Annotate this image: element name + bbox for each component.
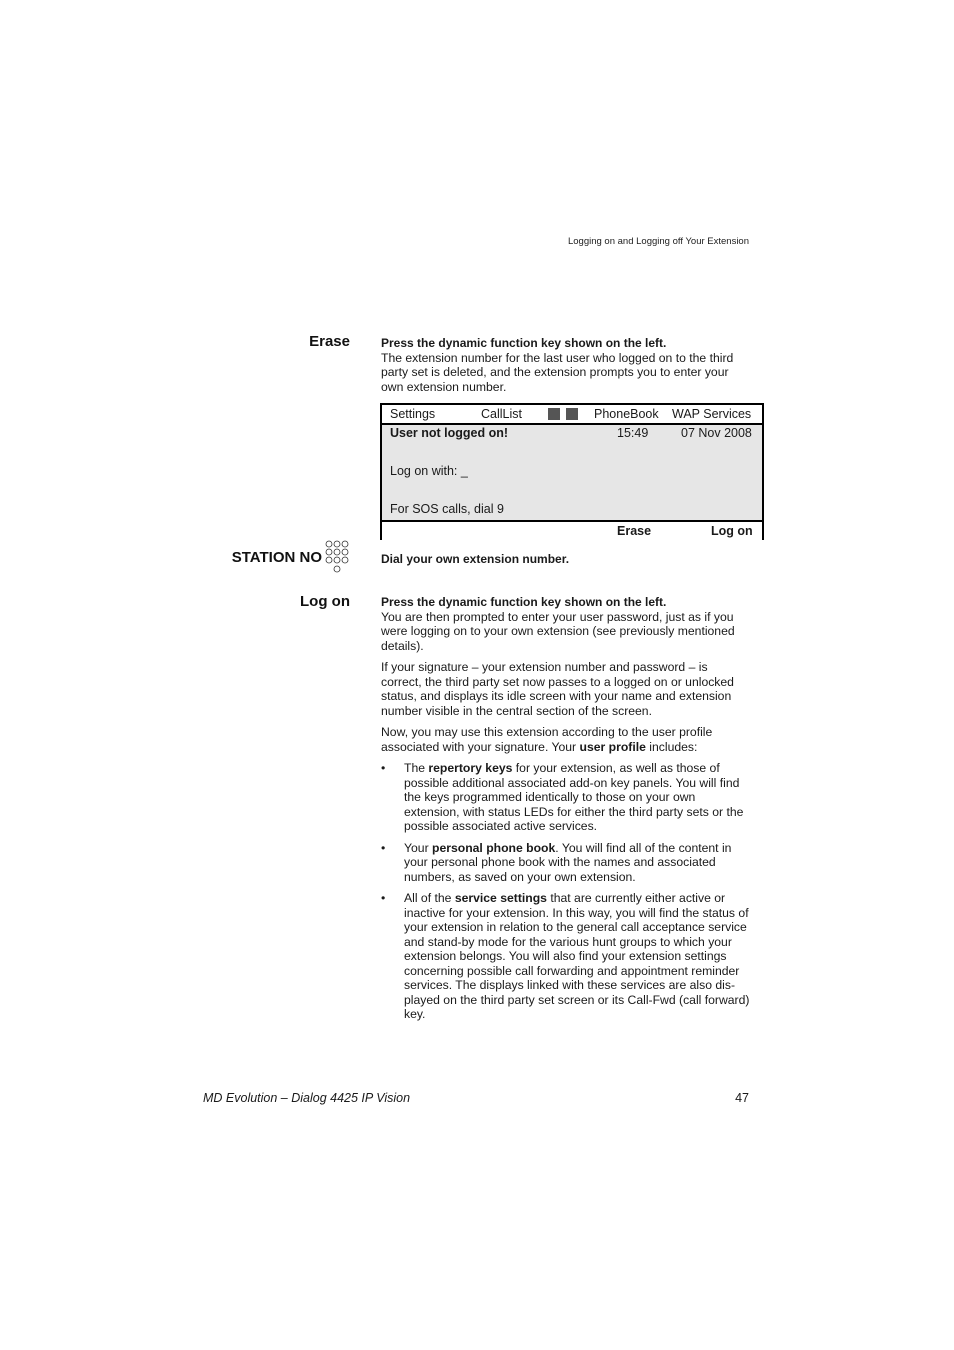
display-menu-bar [382,405,762,425]
list-item [381,891,751,1022]
phone-display [380,403,764,540]
list-item-text: for your extension, as well as those of possible additional associated add-on key panels. You will find the keys programmed identically to those on your own extension, with status LEDs for either the third party sets or the possible associated active services. [404,761,744,833]
log-on-p2: If your signature – your extension number and password – is correct, the third party set now passes to a logged on or unlocked status, and displays its idle screen with your name and extension number visible in the central section of the screen. [381,660,734,718]
list-item [381,841,751,885]
erase-text: The extension number for the last user who logged on to the third party set is deleted, and the extension prompts you to enter your own extension number. [381,350,734,394]
log-on-p1: You are then prompted to enter your user password, just as if you were logging on to your own extension (see previously mentioned details). [381,609,735,653]
menu-settings[interactable]: Settings [390,407,436,421]
display-status: User not logged on! [390,426,509,440]
menu-calllist[interactable]: CallList [481,407,522,421]
log-on-instruction: Press the dynamic function key shown on the left. [381,595,667,609]
footer-title: MD Evolution – Dialog 4425 IP Vision [203,1091,411,1105]
softkey-log-on[interactable]: Log on [711,524,753,538]
p3-text: Now, you may use this extension according to the user profile associated with your signature. Your [381,725,713,754]
menu-phonebook[interactable]: PhoneBook [594,407,659,421]
page-number: 47 [735,1091,749,1105]
bullet-icon: • [381,840,386,855]
keypad-icon [325,540,351,576]
list-item-text: that are currently either active or inactive for your extension. In this way, you will find the status of your extension in relation to the general call acceptance service and stand-by mode for the various hunt groups to which your extension belongs. You will also find your extension settings concerning possible call forwarding and appointment reminder services. The displays linked with these services are also dis-played on the third party set screen or its Call-Fwd (call forward) key. [404,891,750,1021]
bullet-icon: • [381,891,386,905]
station-no-label: STATION NO [231,549,322,566]
display-sos: For SOS calls, dial 9 [390,502,504,516]
erase-instruction: Press the dynamic function key shown on the left. [381,336,667,350]
running-header: Logging on and Logging off Your Extension [567,236,749,247]
log-on-body [381,595,751,1029]
list-item-text: All of the [404,891,455,905]
bullet-icon: • [381,761,386,775]
display-prompt: Log on with: _ [390,464,468,478]
list-item-bold: repertory keys [428,761,513,775]
erase-body [381,336,751,394]
p3-bold: user profile [579,739,646,754]
menu-block-icon [548,408,560,420]
display-time: 15:49 [617,426,649,440]
p3-text-end: includes: [645,739,698,754]
menu-block-icon [566,408,578,420]
list-item-bold: personal phone book [432,840,556,855]
list-item [381,761,751,834]
log-on-p3 [381,725,751,754]
list-item-text: The [404,761,429,775]
station-instruction: Dial your own extension number. [381,552,570,566]
list-item-bold: service settings [454,891,547,905]
display-date: 07 Nov 2008 [681,426,752,440]
log-on-label: Log on [300,593,350,610]
list-item-text: Your [404,840,433,855]
profile-list [381,761,751,1022]
erase-label: Erase [309,333,350,350]
menu-wap-services[interactable]: WAP Services [672,407,752,421]
list-item-text: . You will find all of the content in your personal phone book with the names and associated numbers, as saved on your own extension. [404,840,732,884]
display-softkey-bar [382,520,762,540]
softkey-erase[interactable]: Erase [617,524,652,538]
